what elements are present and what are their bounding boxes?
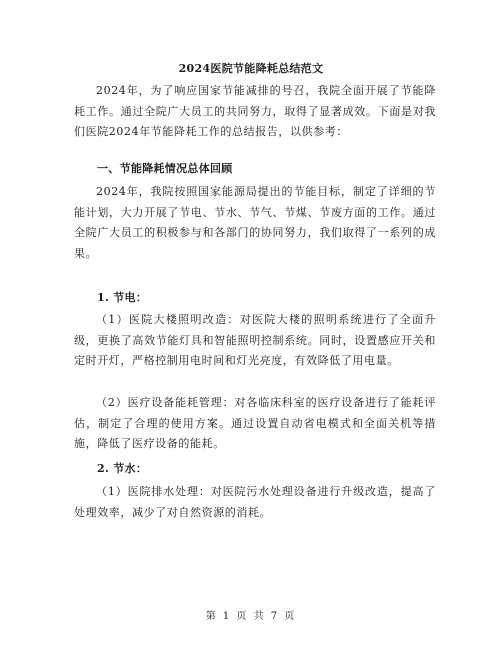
section-heading-overview: 一、节能降耗情况总体回顾: [97, 162, 233, 175]
page-number-footer: 第 1 页 共 7 页: [205, 611, 297, 622]
section-overview-paragraph: 2024年，我院按照国家能源局提出的节能目标，制定了详细的节能计划，大力开展了节电、节水、节气、节煤、节废方面的工作。通过全院广大员工的积极参与和各部门的协同努力，我们取得了一系列的成果。: [74, 185, 436, 260]
water-item-drainage: （1）医院排水处理：对医院污水处理设备进行升级改造，提高了处理效率，减少了对自然资源的消耗。: [74, 485, 436, 519]
electricity-item-lighting: （1）医院大楼照明改造：对医院大楼的照明系统进行了全面升级，更换了高效节能灯具和智能照明控制系统。同时，设置感应开关和定时开灯，严格控制用电时间和灯光亮度，有效降低了用电量。: [74, 313, 436, 367]
document-title: 2024医院节能降耗总结范文: [178, 62, 324, 75]
subsection-heading-water: 2. 节水：: [97, 462, 148, 475]
subsection-heading-electricity: 1. 节电：: [97, 291, 148, 304]
intro-paragraph: 2024年，为了响应国家节能减排的号召，我院全面开展了节能降耗工作。通过全院广大员工的共同努力，取得了显著成效。下面是对我们医院2024年节能降耗工作的总结报告，以供参考：: [74, 84, 436, 138]
electricity-item-equipment: （2）医疗设备能耗管理：对各临床科室的医疗设备进行了能耗评估，制定了合理的使用方案。通过设置自动省电模式和全面关机等措施，降低了医疗设备的能耗。: [74, 396, 436, 450]
